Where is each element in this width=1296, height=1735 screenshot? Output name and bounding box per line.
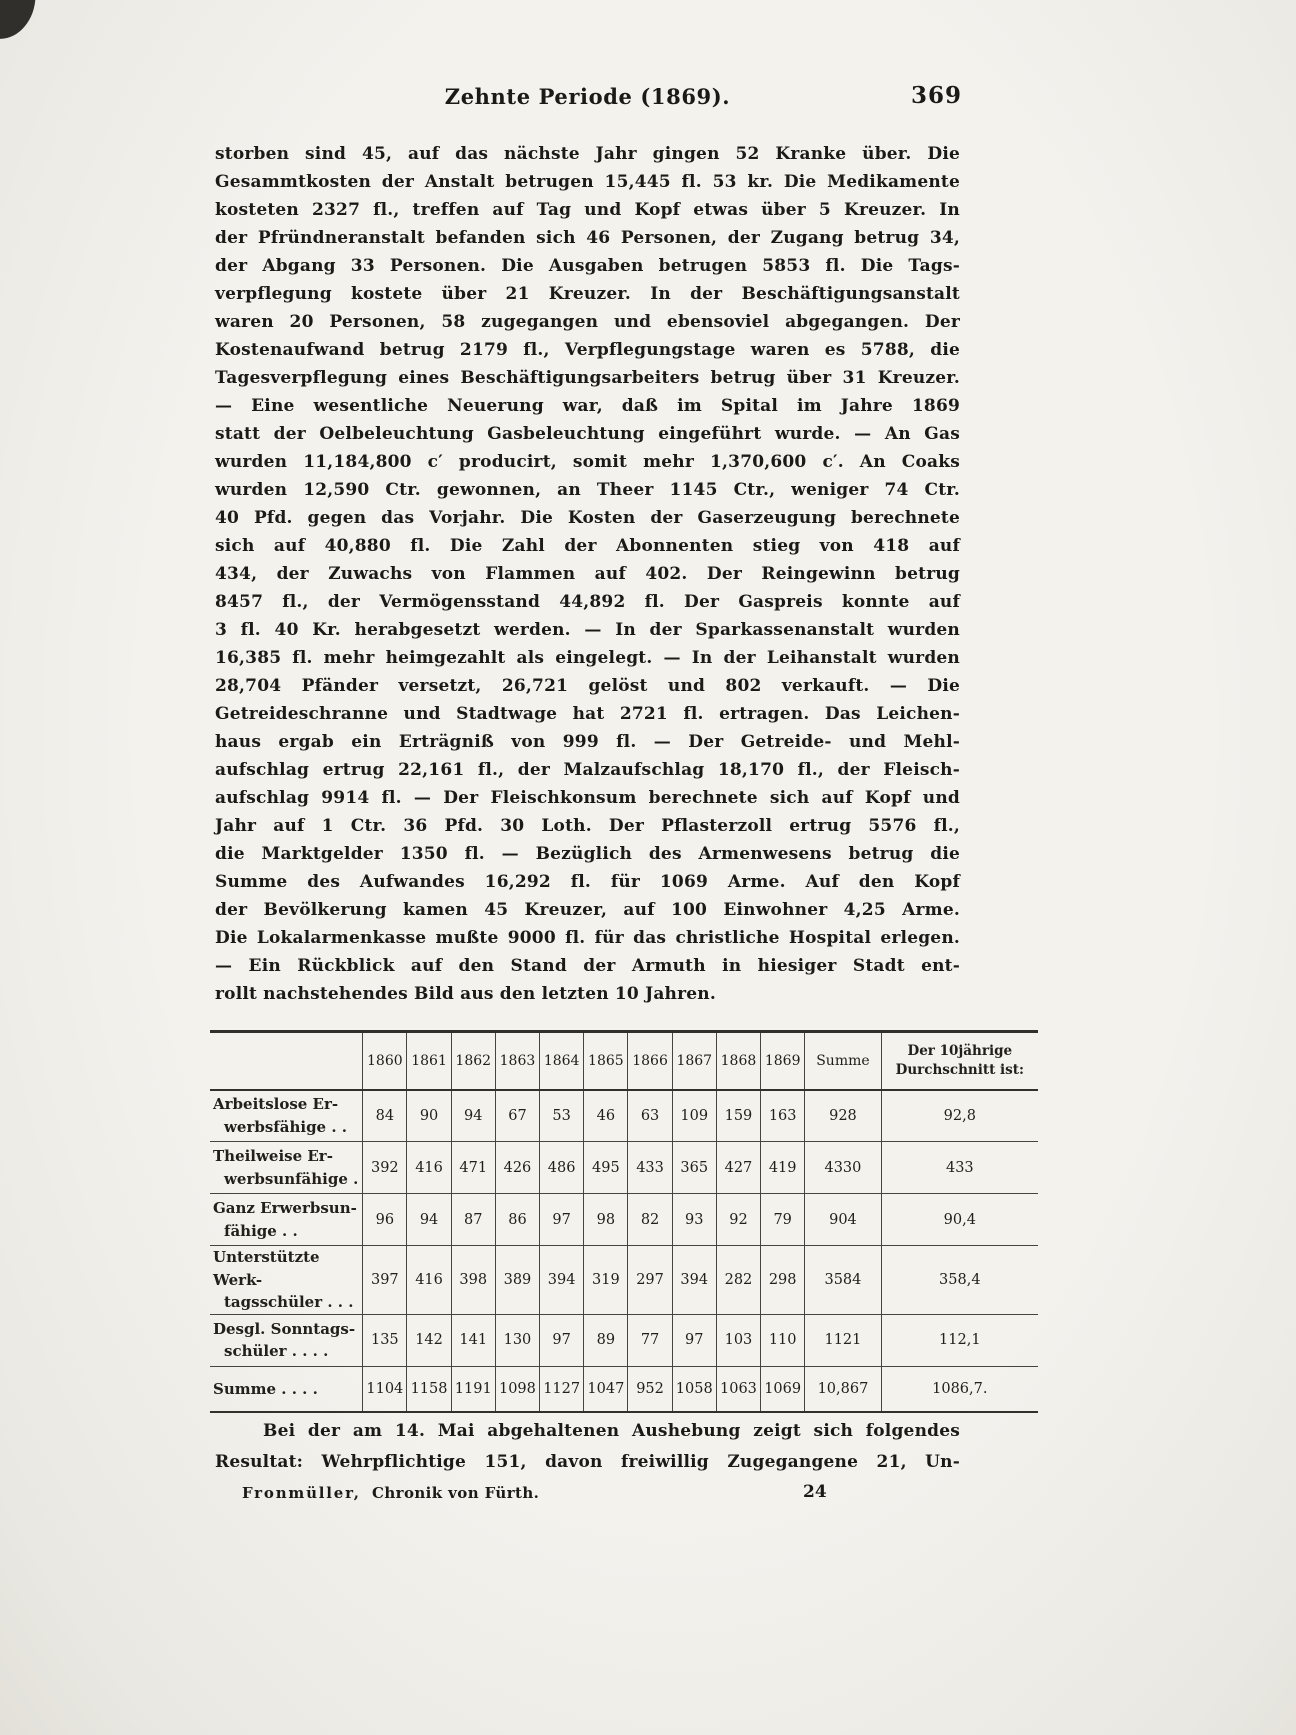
text-line: Die Lokalarmenkasse mußte 9000 fl. für das christliche Hospital erlegen. (215, 928, 960, 948)
summe-value: 4330 (805, 1142, 881, 1194)
corner-cell (210, 1032, 363, 1090)
year-value: 96 (363, 1194, 407, 1246)
page-header (215, 84, 960, 116)
avg-value: 112,1 (881, 1314, 1038, 1366)
page-number: 369 (910, 82, 962, 109)
text-line: sich auf 40,880 fl. Die Zahl der Abonnenten stieg von 418 auf (215, 536, 960, 556)
page-footer (215, 1482, 960, 1506)
year-value: 67 (495, 1090, 539, 1142)
row-label: Arbeitslose Er- werbsfähige . . (213, 1095, 347, 1136)
text-line: — Eine wesentliche Neuerung war, daß im Spital im Jahre 1869 (215, 396, 960, 416)
summe-value: 904 (805, 1194, 881, 1246)
year-value: 398 (451, 1246, 495, 1315)
year-value: 87 (451, 1194, 495, 1246)
year-value: 94 (407, 1194, 451, 1246)
year-value: 110 (761, 1314, 805, 1366)
year-value: 97 (672, 1314, 716, 1366)
text-line: Gesammtkosten der Anstalt betrugen 15,445 fl. 53 kr. Die Medikamente (215, 172, 960, 192)
year-value: 397 (363, 1246, 407, 1315)
signature-mark: 24 (803, 1482, 827, 1502)
closing-text-block (215, 1416, 960, 1478)
footer-work-title: Chronik von Fürth. (372, 1484, 540, 1502)
year-value: 93 (672, 1194, 716, 1246)
text-line: Tagesverpflegung eines Beschäftigungsarbeiters betrug über 31 Kreuzer. (215, 368, 960, 388)
year-value: 1058 (672, 1366, 716, 1412)
year-header: 1865 (584, 1032, 628, 1090)
table-header-row (210, 1032, 1038, 1090)
year-header: 1869 (761, 1032, 805, 1090)
summe-value: 1121 (805, 1314, 881, 1366)
year-value: 135 (363, 1314, 407, 1366)
year-value: 389 (495, 1246, 539, 1315)
year-header: 1868 (716, 1032, 760, 1090)
year-value: 109 (672, 1090, 716, 1142)
year-value: 141 (451, 1314, 495, 1366)
text-line: 16,385 fl. mehr heimgezahlt als eingelegt. — In der Leihanstalt wurden (215, 648, 960, 668)
avg-value: 1086,7. (881, 1366, 1038, 1412)
year-value: 419 (761, 1142, 805, 1194)
year-value: 298 (761, 1246, 805, 1315)
year-value: 365 (672, 1142, 716, 1194)
table-row (210, 1194, 1038, 1246)
running-title: Zehnte Periode (1869). (444, 84, 731, 109)
year-value: 77 (628, 1314, 672, 1366)
year-value: 89 (584, 1314, 628, 1366)
text-line: Bei der am 14. Mai abgehaltenen Aushebung zeigt sich folgendes (263, 1421, 960, 1441)
text-line: wurden 12,590 Ctr. gewonnen, an Theer 1145 Ctr., weniger 74 Ctr. (215, 480, 960, 500)
year-value: 103 (716, 1314, 760, 1366)
year-value: 952 (628, 1366, 672, 1412)
text-line: 3 fl. 40 Kr. herabgesetzt werden. — In der Sparkassenanstalt wurden (215, 620, 960, 640)
text-line: kosteten 2327 fl., treffen auf Tag und Kopf etwas über 5 Kreuzer. In (215, 200, 960, 220)
year-value: 79 (761, 1194, 805, 1246)
year-value: 416 (407, 1142, 451, 1194)
year-value: 94 (451, 1090, 495, 1142)
text-line: 40 Pfd. gegen das Vorjahr. Die Kosten der Gaserzeugung berechnete (215, 508, 960, 528)
avg-value: 433 (881, 1142, 1038, 1194)
year-value: 319 (584, 1246, 628, 1315)
text-line: 28,704 Pfänder versetzt, 26,721 gelöst und 802 verkauft. — Die (215, 676, 960, 696)
armenwesen-statistics-table (210, 1030, 1038, 1413)
year-value: 427 (716, 1142, 760, 1194)
table-row (210, 1090, 1038, 1142)
footer-author: Fronmüller, (242, 1484, 361, 1502)
year-value: 53 (540, 1090, 584, 1142)
year-value: 92 (716, 1194, 760, 1246)
text-line: aufschlag ertrug 22,161 fl., der Malzaufschlag 18,170 fl., der Fleisch- (215, 760, 960, 780)
year-value: 1127 (540, 1366, 584, 1412)
summe-value: 928 (805, 1090, 881, 1142)
table-row (210, 1314, 1038, 1366)
year-value: 426 (495, 1142, 539, 1194)
row-label: Summe . . . . (213, 1379, 318, 1398)
year-value: 282 (716, 1246, 760, 1315)
summe-header: Summe (805, 1032, 881, 1090)
year-value: 416 (407, 1246, 451, 1315)
text-line: Resultat: Wehrpflichtige 151, davon freiwillig Zugegangene 21, Un- (215, 1452, 960, 1472)
year-value: 394 (672, 1246, 716, 1315)
year-value: 163 (761, 1090, 805, 1142)
text-line: die Marktgelder 1350 fl. — Bezüglich des Armenwesens betrug die (215, 844, 960, 864)
text-line: der Abgang 33 Personen. Die Ausgaben betrugen 5853 fl. Die Tags- (215, 256, 960, 276)
year-header: 1861 (407, 1032, 451, 1090)
year-value: 97 (540, 1314, 584, 1366)
row-label: Desgl. Sonntags- schüler . . . . (213, 1319, 356, 1360)
text-line: waren 20 Personen, 58 zugegangen und ebensoviel abgegangen. Der (215, 312, 960, 332)
text-line: rollt nachstehendes Bild aus den letzten 10 Jahren. (215, 984, 716, 1004)
year-header: 1864 (540, 1032, 584, 1090)
year-value: 84 (363, 1090, 407, 1142)
year-value: 159 (716, 1090, 760, 1142)
year-value: 90 (407, 1090, 451, 1142)
year-value: 392 (363, 1142, 407, 1194)
year-value: 1069 (761, 1366, 805, 1412)
text-line: verpflegung kostete über 21 Kreuzer. In der Beschäftigungsanstalt (215, 284, 960, 304)
avg-value: 92,8 (881, 1090, 1038, 1142)
year-header: 1862 (451, 1032, 495, 1090)
year-value: 394 (540, 1246, 584, 1315)
year-header: 1863 (495, 1032, 539, 1090)
table-summe-row (210, 1366, 1038, 1412)
year-value: 63 (628, 1090, 672, 1142)
avg-value: 358,4 (881, 1246, 1038, 1315)
body-text-block (215, 140, 960, 1008)
text-line: der Bevölkerung kamen 45 Kreuzer, auf 100 Einwohner 4,25 Arme. (215, 900, 960, 920)
year-value: 86 (495, 1194, 539, 1246)
year-value: 1104 (363, 1366, 407, 1412)
year-value: 82 (628, 1194, 672, 1246)
year-value: 1047 (584, 1366, 628, 1412)
text-line: Summe des Aufwandes 16,292 fl. für 1069 Arme. Auf den Kopf (215, 872, 960, 892)
text-line: Getreideschranne und Stadtwage hat 2721 fl. ertragen. Das Leichen- (215, 704, 960, 724)
year-value: 130 (495, 1314, 539, 1366)
text-line: Jahr auf 1 Ctr. 36 Pfd. 30 Loth. Der Pflasterzoll ertrug 5576 fl., (215, 816, 960, 836)
year-header: 1867 (672, 1032, 716, 1090)
year-value: 1098 (495, 1366, 539, 1412)
row-label: Ganz Erwerbsun- fähige . . (213, 1199, 357, 1240)
text-line: haus ergab ein Erträgniß von 999 fl. — Der Getreide- und Mehl- (215, 732, 960, 752)
text-line: statt der Oelbeleuchtung Gasbeleuchtung eingeführt wurde. — An Gas (215, 424, 960, 444)
year-value: 1063 (716, 1366, 760, 1412)
year-header: 1860 (363, 1032, 407, 1090)
year-value: 142 (407, 1314, 451, 1366)
year-value: 97 (540, 1194, 584, 1246)
text-line: 8457 fl., der Vermögensstand 44,892 fl. Der Gaspreis konnte auf (215, 592, 960, 612)
table-row (210, 1246, 1038, 1315)
avg-value: 90,4 (881, 1194, 1038, 1246)
text-line: — Ein Rückblick auf den Stand der Armuth in hiesiger Stadt ent- (215, 956, 960, 976)
year-value: 433 (628, 1142, 672, 1194)
year-header: 1866 (628, 1032, 672, 1090)
avg-header: Der 10jährige Durchschnitt ist: (881, 1032, 1038, 1090)
row-label: Theilweise Er- werbsunfähige . (213, 1147, 359, 1188)
table-row (210, 1142, 1038, 1194)
text-line: der Pfründneranstalt befanden sich 46 Personen, der Zugang betrug 34, (215, 228, 960, 248)
year-value: 297 (628, 1246, 672, 1315)
year-value: 98 (584, 1194, 628, 1246)
text-line: 434, der Zuwachs von Flammen auf 402. Der Reingewinn betrug (215, 564, 960, 584)
text-line: wurden 11,184,800 c′ producirt, somit mehr 1,370,600 c′. An Coaks (215, 452, 960, 472)
footer-citation (242, 1484, 539, 1502)
summe-value: 3584 (805, 1246, 881, 1315)
text-line: Kostenaufwand betrug 2179 fl., Verpflegungstage waren es 5788, die (215, 340, 960, 360)
year-value: 1191 (451, 1366, 495, 1412)
text-line: storben sind 45, auf das nächste Jahr gingen 52 Kranke über. Die (215, 144, 960, 164)
year-value: 471 (451, 1142, 495, 1194)
text-line: aufschlag 9914 fl. — Der Fleischkonsum berechnete sich auf Kopf und (215, 788, 960, 808)
year-value: 46 (584, 1090, 628, 1142)
scan-artifact-corner (0, 0, 37, 42)
year-value: 486 (540, 1142, 584, 1194)
year-value: 495 (584, 1142, 628, 1194)
year-value: 1158 (407, 1366, 451, 1412)
summe-value: 10,867 (805, 1366, 881, 1412)
row-label: Unterstützte Werk- tagsschüler . . . (213, 1248, 354, 1311)
